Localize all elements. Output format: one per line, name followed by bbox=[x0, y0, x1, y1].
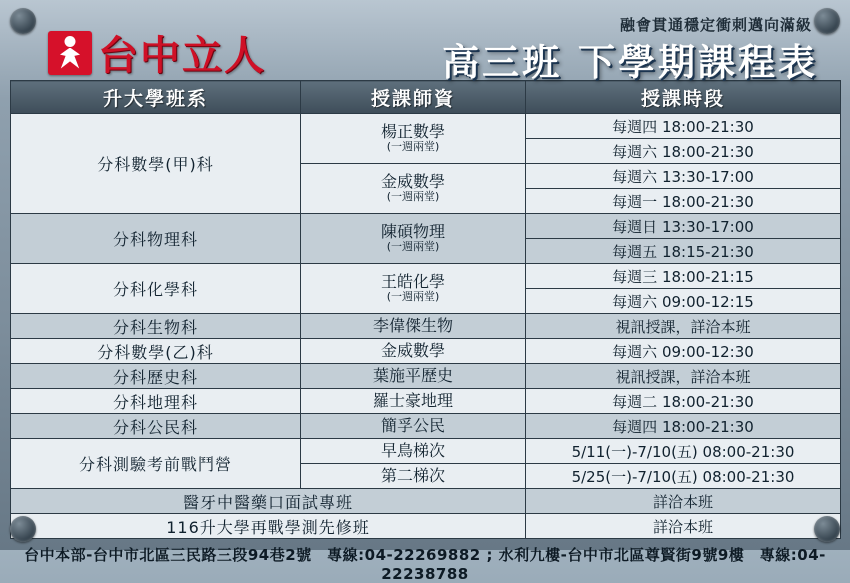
special-class-label: 116升大學再戰學測先修班 bbox=[11, 514, 526, 539]
teacher-name: 金威數學 bbox=[380, 340, 445, 360]
teacher-name: 早鳥梯次 bbox=[380, 440, 445, 460]
table-row bbox=[11, 214, 841, 239]
teacher-name: 簡孚公民 bbox=[380, 415, 445, 435]
table-row bbox=[11, 439, 841, 464]
poster-header bbox=[10, 6, 840, 84]
table-row bbox=[11, 389, 841, 414]
teacher-cell bbox=[301, 439, 526, 464]
time-cell: 每週二 18:00-21:30 bbox=[526, 389, 841, 414]
subject-cell: 分科數學(甲)科 bbox=[11, 114, 301, 214]
time-cell: 5/25(一)-7/10(五) 08:00-21:30 bbox=[526, 464, 841, 489]
teacher-name: 金威數學 bbox=[380, 171, 445, 191]
teacher-name: 李偉傑生物 bbox=[372, 315, 453, 335]
footer-address: 台中本部-台中市北區三民路三段94巷2號 專線:04-22269882 ; 水利九樓-台中市北區尊賢街9號9樓 專線:04-22238788 bbox=[24, 546, 826, 583]
teacher-note: (一週兩堂) bbox=[386, 239, 440, 253]
time-cell: 每週五 18:15-21:30 bbox=[526, 239, 841, 264]
time-cell: 每週日 13:30-17:00 bbox=[526, 214, 841, 239]
teacher-cell bbox=[301, 464, 526, 489]
time-cell: 每週六 18:00-21:30 bbox=[526, 139, 841, 164]
teacher-name: 第二梯次 bbox=[380, 465, 445, 485]
subject-cell: 分科數學(乙)科 bbox=[11, 339, 301, 364]
subject-cell: 分科歷史科 bbox=[11, 364, 301, 389]
time-cell: 每週三 18:00-21:15 bbox=[526, 264, 841, 289]
teacher-name: 葉施平歷史 bbox=[372, 365, 453, 385]
person-mark-icon bbox=[48, 31, 92, 75]
schedule-table bbox=[10, 80, 841, 539]
table-row bbox=[11, 314, 841, 339]
time-cell: 每週六 09:00-12:15 bbox=[526, 289, 841, 314]
table-body bbox=[11, 114, 841, 539]
teacher-cell bbox=[301, 364, 526, 389]
column-header-class: 升大學班系 bbox=[11, 81, 301, 114]
column-header-time: 授課時段 bbox=[526, 81, 841, 114]
teacher-note: (一週兩堂) bbox=[386, 189, 440, 203]
table-row bbox=[11, 414, 841, 439]
time-cell: 每週六 09:00-12:30 bbox=[526, 339, 841, 364]
table-row bbox=[11, 339, 841, 364]
time-cell: 5/11(一)-7/10(五) 08:00-21:30 bbox=[526, 439, 841, 464]
subject-cell: 分科化學科 bbox=[11, 264, 301, 314]
time-cell: 視訊授課，詳洽本班 bbox=[526, 364, 841, 389]
teacher-name: 羅士豪地理 bbox=[372, 390, 453, 410]
page-title: 高三班 下學期課程表 bbox=[442, 40, 818, 84]
teacher-cell bbox=[301, 264, 526, 314]
brand-name: 台中立人 bbox=[98, 32, 266, 79]
teacher-name: 楊正數學 bbox=[380, 121, 445, 141]
teacher-cell bbox=[301, 314, 526, 339]
teacher-note: (一週兩堂) bbox=[386, 289, 440, 303]
teacher-cell bbox=[301, 414, 526, 439]
subject-cell: 分科測驗考前戰鬥營 bbox=[11, 439, 301, 489]
table-row bbox=[11, 364, 841, 389]
bolt-bottom-left-icon bbox=[10, 516, 36, 542]
time-cell: 詳洽本班 bbox=[526, 514, 841, 539]
teacher-name: 陳碩物理 bbox=[380, 221, 445, 241]
time-cell: 每週四 18:00-21:30 bbox=[526, 414, 841, 439]
time-cell: 詳洽本班 bbox=[526, 489, 841, 514]
time-cell: 視訊授課，詳洽本班 bbox=[526, 314, 841, 339]
table-row bbox=[11, 114, 841, 139]
time-cell: 每週一 18:00-21:30 bbox=[526, 189, 841, 214]
time-cell: 每週六 13:30-17:00 bbox=[526, 164, 841, 189]
subject-cell: 分科地理科 bbox=[11, 389, 301, 414]
teacher-cell bbox=[301, 114, 526, 164]
teacher-name: 王皓化學 bbox=[380, 271, 445, 291]
teacher-cell bbox=[301, 164, 526, 214]
teacher-note: (一週兩堂) bbox=[386, 139, 440, 153]
subject-cell: 分科物理科 bbox=[11, 214, 301, 264]
subject-cell: 分科生物科 bbox=[11, 314, 301, 339]
brand-logo bbox=[48, 24, 266, 81]
teacher-cell bbox=[301, 339, 526, 364]
bolt-bottom-right-icon bbox=[814, 516, 840, 542]
teacher-cell bbox=[301, 214, 526, 264]
table-row bbox=[11, 264, 841, 289]
teacher-cell bbox=[301, 389, 526, 414]
time-cell: 每週四 18:00-21:30 bbox=[526, 114, 841, 139]
table-row bbox=[11, 514, 841, 539]
special-class-label: 醫牙中醫藥口面試專班 bbox=[11, 489, 526, 514]
subject-cell: 分科公民科 bbox=[11, 414, 301, 439]
column-header-teacher: 授課師資 bbox=[301, 81, 526, 114]
tagline: 融會貫通穩定衝刺邁向滿級 bbox=[619, 16, 812, 34]
table-row bbox=[11, 489, 841, 514]
